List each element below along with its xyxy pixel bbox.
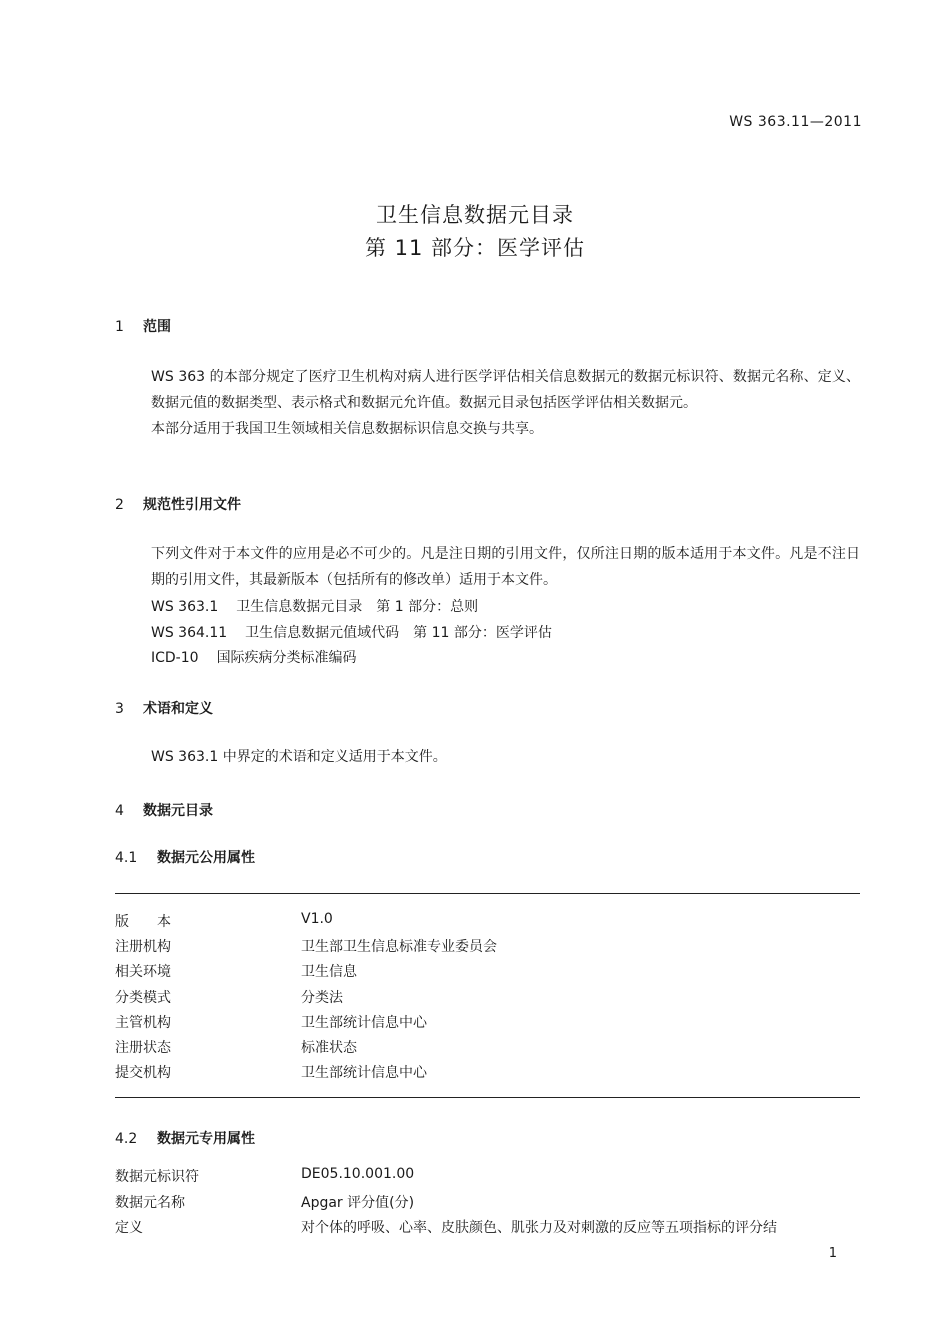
section-number: 4.1 [115, 850, 138, 866]
section-4-1-heading [115, 847, 255, 867]
page-number: 1 [828, 1246, 837, 1261]
attribute-key: 注册机构 [115, 939, 171, 955]
paragraph-text: WS 363.1 中界定的术语和定义适用于本文件。 [151, 749, 447, 765]
document-subtitle: 第 11 部分：医学评估 [364, 236, 586, 260]
reference-item [151, 596, 478, 616]
attribute-value: DE05.10.001.00 [301, 1166, 415, 1182]
attribute-key: 数据元名称 [115, 1195, 185, 1211]
section-1-paragraph [115, 364, 860, 442]
section-title: 规范性引用文件 [143, 497, 241, 513]
standard-code: WS 363.11—2011 [729, 114, 862, 130]
section-title: 数据元专用属性 [157, 1131, 255, 1147]
attribute-key: 分类模式 [115, 990, 171, 1006]
section-4-2-heading [115, 1128, 255, 1148]
attribute-row [115, 1166, 860, 1191]
paragraph-text: 本部分适用于我国卫生领域相关信息数据标识信息交换与共享。 [151, 421, 543, 437]
reference-code: ICD-10 [151, 650, 199, 666]
attribute-row [115, 961, 860, 986]
attribute-key: 注册状态 [115, 1040, 171, 1056]
reference-title: 国际疾病分类标准编码 [216, 650, 357, 666]
attribute-value: V1.0 [301, 911, 333, 927]
attribute-value: 对个体的呼吸、心率、皮肤颜色、肌张力及对刺激的反应等五项指标的评分结 [301, 1220, 777, 1236]
document-title: 卫生信息数据元目录 [376, 203, 574, 227]
attribute-row [115, 987, 860, 1012]
paragraph-text: 下列文件对于本文件的应用是必不可少的。凡是注日期的引用文件，仅所注日期的版本适用于本文件。凡是不注日期的引用文件，其最新版本（包括所有的修改单）适用于本文件。 [151, 546, 860, 588]
attribute-row [115, 936, 860, 961]
attribute-row [115, 1037, 860, 1062]
attribute-value: 卫生部卫生信息标准专业委员会 [301, 939, 497, 955]
attribute-value: 卫生信息 [301, 964, 357, 980]
attribute-key: 数据元标识符 [115, 1169, 199, 1185]
attribute-row [115, 911, 860, 936]
section-number: 4 [115, 803, 124, 819]
attribute-value: 分类法 [301, 990, 343, 1006]
section-3-paragraph [115, 744, 860, 770]
section-title: 数据元目录 [143, 803, 213, 819]
section-number: 3 [115, 701, 124, 717]
section-title: 术语和定义 [143, 701, 213, 717]
reference-item [151, 647, 357, 667]
attribute-value: 卫生部统计信息中心 [301, 1065, 427, 1081]
paragraph-text: WS 363 的本部分规定了医疗卫生机构对病人进行医学评估相关信息数据元的数据元标识符、数据元名称、定义、数据元值的数据类型、表示格式和数据元允许值。数据元目录包括医学评估相关数据元。 [151, 369, 860, 411]
section-title: 范围 [143, 319, 171, 335]
table-bottom-rule [115, 1097, 860, 1098]
attribute-row [115, 1062, 860, 1087]
attribute-key: 提交机构 [115, 1065, 171, 1081]
section-4-heading [115, 800, 213, 820]
reference-item [151, 622, 552, 642]
attribute-key: 版 本 [115, 914, 171, 930]
section-3-heading [115, 698, 213, 718]
attribute-row [115, 1217, 860, 1242]
section-number: 4.2 [115, 1131, 138, 1147]
attribute-key: 相关环境 [115, 964, 171, 980]
attribute-row [115, 1012, 860, 1037]
reference-code: WS 364.11 [151, 625, 228, 641]
attribute-row [115, 1192, 860, 1217]
section-number: 2 [115, 497, 124, 513]
attribute-key: 定义 [115, 1220, 143, 1236]
reference-title: 卫生信息数据元目录 第 1 部分：总则 [236, 599, 479, 615]
table-top-rule [115, 893, 860, 894]
section-2-paragraph [115, 541, 860, 593]
section-1-heading [115, 316, 171, 336]
section-title: 数据元公用属性 [157, 850, 255, 866]
section-2-heading [115, 494, 241, 514]
attribute-value: 标准状态 [301, 1040, 357, 1056]
attribute-value: 卫生部统计信息中心 [301, 1015, 427, 1031]
reference-title: 卫生信息数据元值域代码 第 11 部分：医学评估 [245, 625, 552, 641]
section-number: 1 [115, 319, 124, 335]
attribute-value: Apgar 评分值(分) [301, 1195, 415, 1211]
reference-code: WS 363.1 [151, 599, 219, 615]
attribute-key: 主管机构 [115, 1015, 171, 1031]
